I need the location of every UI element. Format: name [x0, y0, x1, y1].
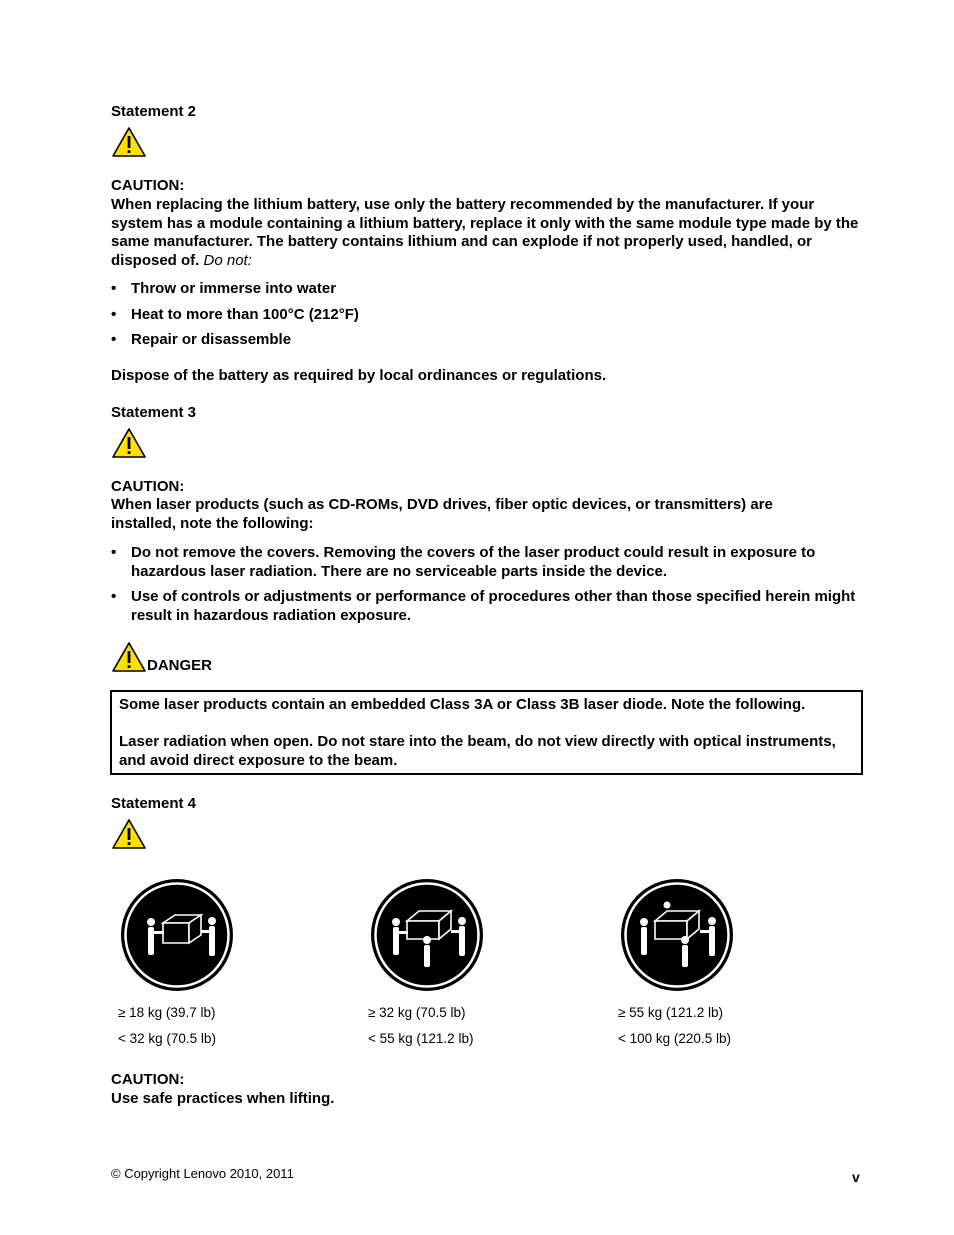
list-item: • Throw or immerse into water	[111, 279, 851, 298]
danger-box-line-1: Some laser products contain an embedded Class 3A or Class 3B laser diode. Note the following.	[119, 696, 806, 713]
page-number: v	[852, 1169, 860, 1185]
list-item: • Repair or disassemble	[111, 330, 851, 349]
caution-text: Use safe practices when lifting.	[111, 1090, 335, 1107]
caution-text	[111, 196, 866, 270]
dispose-text: Dispose of the battery as required by local ordinances or regulations.	[111, 367, 607, 384]
battery-bullet-list	[111, 305, 851, 324]
lift-weight-max-2: < 55 kg (121.2 lb)	[368, 1031, 474, 1046]
caution-label: CAUTION:	[111, 177, 185, 194]
laser-bullet-list	[111, 587, 856, 625]
caution-label: CAUTION:	[111, 1071, 185, 1088]
battery-bullet-list	[111, 330, 851, 349]
lift-weight-max-1: < 32 kg (70.5 lb)	[118, 1031, 216, 1046]
three-person-lift-icon	[369, 877, 485, 993]
list-item: • Use of controls or adjustments or performance of procedures other than those specified herein might result in hazardous radiation exposure.	[111, 587, 856, 625]
warning-icon	[111, 126, 147, 158]
danger-box-line-2: Laser radiation when open. Do not stare into the beam, do not view directly with optical instruments, and avoid direct exposure to the beam.	[119, 733, 836, 769]
danger-warning-icon	[111, 641, 147, 673]
statement-2-title: Statement 2	[111, 103, 197, 120]
danger-box	[110, 690, 863, 775]
caution-text: When laser products (such as CD-ROMs, DVD drives, fiber optic devices, or transmitters) are installed, note the following:	[111, 496, 773, 532]
warning-icon	[111, 427, 147, 459]
list-item: • Do not remove the covers. Removing the covers of the laser product could result in exposure to hazardous laser radiation. There are no serviceable parts inside the device.	[111, 543, 856, 581]
danger-label: DANGER	[147, 657, 213, 674]
lift-weight-min-3: ≥ 55 kg (121.2 lb)	[618, 1005, 723, 1020]
four-person-lift-icon	[619, 877, 735, 993]
do-not-label: Do not:	[203, 251, 252, 269]
caution-label: CAUTION:	[111, 478, 185, 495]
lift-weight-min-1: ≥ 18 kg (39.7 lb)	[118, 1005, 216, 1020]
statement-3-title: Statement 3	[111, 404, 197, 421]
statement-4-title: Statement 4	[111, 795, 197, 812]
battery-bullet-list	[111, 279, 851, 298]
lift-weight-min-2: ≥ 32 kg (70.5 lb)	[368, 1005, 466, 1020]
copyright-notice: © Copyright Lenovo 2010, 2011	[111, 1166, 294, 1181]
warning-icon	[111, 818, 147, 850]
caution-text-body: When replacing the lithium battery, use only the battery recommended by the manufacturer. If your system has a module containing a lithium battery, replace it only with the same module type made by the same manufacturer. The battery contains lithium and can explode if not properly used, handled, or disposed of.	[111, 196, 859, 269]
list-item: • Heat to more than 100°C (212°F)	[111, 305, 851, 324]
two-person-lift-icon	[119, 877, 235, 993]
laser-bullet-list	[111, 543, 856, 581]
lift-weight-max-3: < 100 kg (220.5 lb)	[618, 1031, 731, 1046]
